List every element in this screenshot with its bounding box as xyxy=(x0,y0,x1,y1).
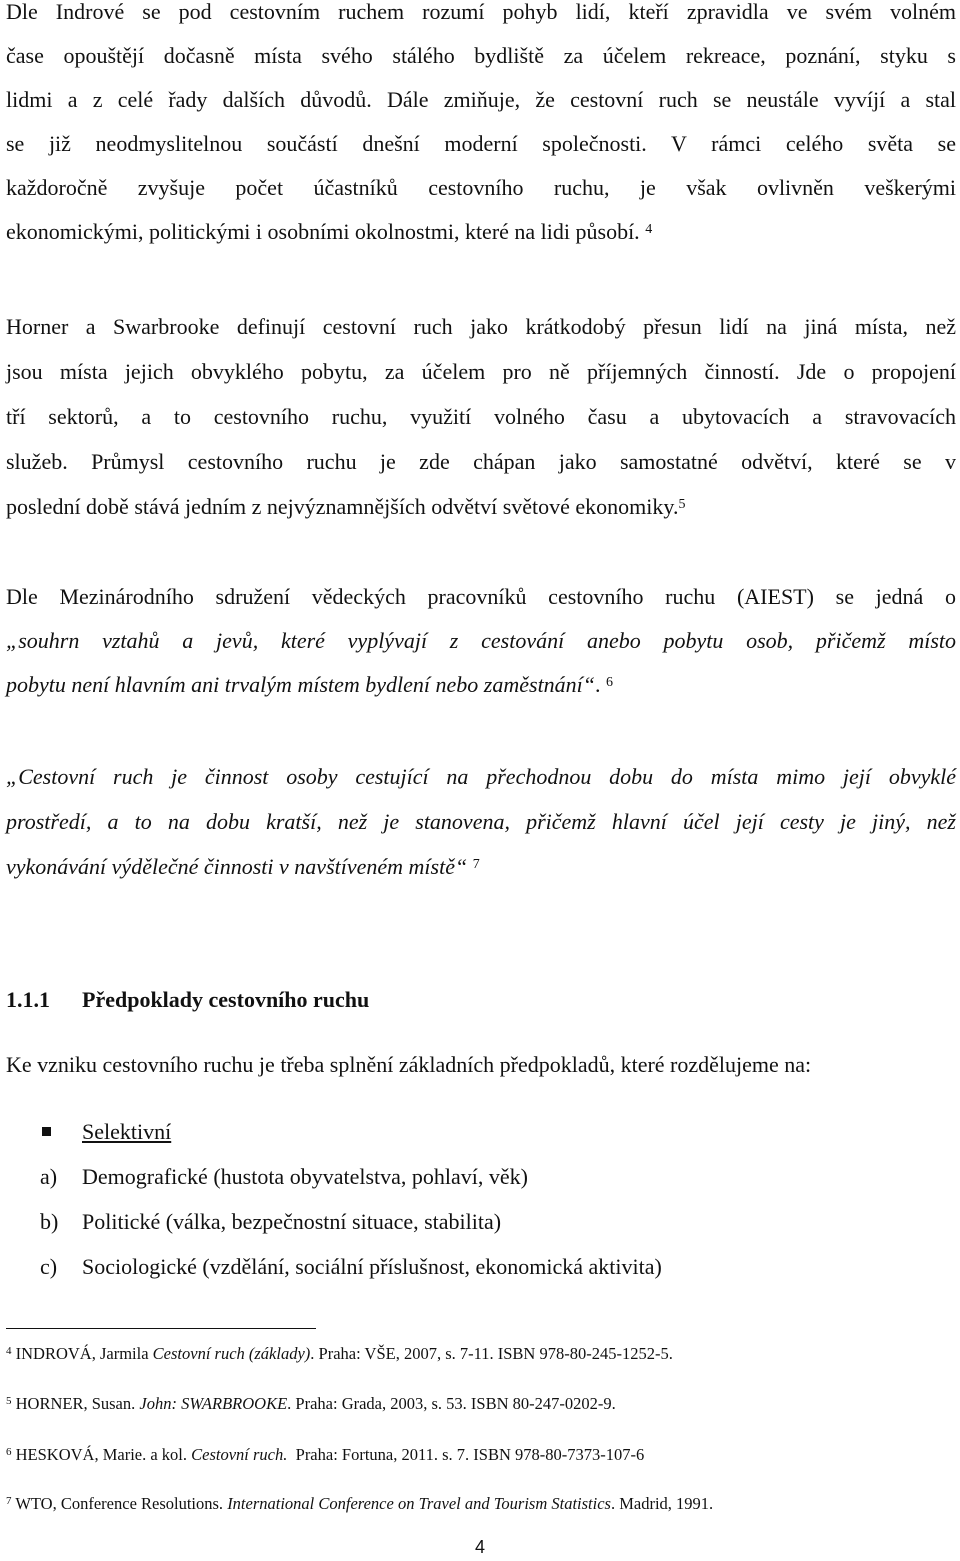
text-line: jsou místa jejich obvyklého pobytu, za účelem pro ně příjemných činností. Jde o propojení xyxy=(6,359,956,384)
footnote-ref[interactable]: 5 xyxy=(678,497,686,512)
list-item xyxy=(40,1252,662,1282)
footnote-publication: . Praha: Grada, 2003, s. 53. ISBN 80-247-0202-9. xyxy=(287,1394,616,1413)
text-line-content: poslední době stává jedním z nejvýznamnějších odvětví světové ekonomiky. xyxy=(6,494,679,519)
footnote-6 xyxy=(6,1444,644,1466)
quote-text: vykonávání výdělečné činnosti v navštíveném místě“ xyxy=(6,854,468,879)
text-line: Horner a Swarbrooke definují cestovní ruch jako krátkodobý přesun lidí na jiná místa, než xyxy=(6,314,956,339)
footnote-title: International Conference on Travel and Tourism Statistics xyxy=(227,1494,611,1513)
section-number: 1.1.1 xyxy=(6,987,50,1012)
footnote-ref[interactable]: 7 xyxy=(472,857,480,872)
footnote-author: INDROVÁ, Jarmila xyxy=(15,1344,153,1363)
intro-text: Ke vzniku cestovního ruchu je třeba splnění základních předpokladů, které rozdělujeme na: xyxy=(6,1052,812,1077)
footnote-5 xyxy=(6,1393,616,1415)
footnote-separator xyxy=(6,1328,316,1329)
list-text: Politické (válka, bezpečnostní situace, stabilita) xyxy=(82,1209,502,1234)
footnote-author: HESKOVÁ, Marie. a kol. xyxy=(15,1445,192,1464)
footnote-ref[interactable]: 4 xyxy=(645,222,653,237)
text-line xyxy=(6,762,956,792)
text-line-content: ekonomickými, politickými i osobními okolnostmi, které na lidi působí. xyxy=(6,219,640,244)
footnote-author: WTO, Conference Resolutions. xyxy=(15,1494,228,1513)
quote-text: „souhrn vztahů a jevů, které vyplývají z cestování anebo pobytu osob, přičemž místo xyxy=(6,628,956,653)
list-item-selective xyxy=(40,1117,171,1147)
punctuation: . xyxy=(595,672,601,697)
list-text: Sociologické (vzdělání, sociální příslušnost, ekonomická aktivita) xyxy=(82,1254,662,1279)
text-line: Dle Mezinárodního sdružení vědeckých pracovníků cestovního ruchu (AIEST) se jedná o xyxy=(6,584,956,609)
list-marker: a) xyxy=(40,1164,58,1189)
text-line: se již neodmyslitelnou součástí dnešní moderní společnosti. V rámci celého světa se xyxy=(6,131,956,156)
footnote-number: 4 xyxy=(6,1345,12,1357)
text-line xyxy=(6,852,956,882)
quote-text: „Cestovní ruch je činnost osoby cestující na přechodnou dobu do místa mimo její obvyklé xyxy=(6,764,956,789)
footnote-title: Cestovní ruch (základy) xyxy=(152,1344,311,1363)
list-marker: c) xyxy=(40,1254,58,1279)
text-line: služeb. Průmysl cestovního ruchu je zde chápan jako samostatné odvětví, které se v xyxy=(6,449,956,474)
text-line: lidmi a z celé řady dalších důvodů. Dále zmiňuje, že cestovní ruch se neustále vyvíjí a stal xyxy=(6,87,956,112)
footnote-author: HORNER, Susan. xyxy=(15,1394,140,1413)
text-line: čase opouštějí dočasně místa svého stálého bydliště za účelem rekreace, poznání, styku s xyxy=(6,43,956,68)
footnote-ref[interactable]: 6 xyxy=(606,675,614,690)
list-item xyxy=(40,1162,528,1192)
text-line: Dle Indrové se pod cestovním ruchem rozumí pohyb lidí, kteří zpravidla ve svém volném xyxy=(6,0,956,24)
text-line xyxy=(6,492,956,522)
text-line xyxy=(6,626,956,656)
list-text: Demografické (hustota obyvatelstva, pohlaví, věk) xyxy=(82,1164,528,1189)
footnote-title: Cestovní ruch. xyxy=(191,1445,288,1464)
list-item xyxy=(40,1207,501,1237)
text-line: tří sektorů, a to cestovního ruchu, využití volného času a ubytovacích a stravovacích xyxy=(6,404,956,429)
text-line xyxy=(6,807,956,837)
text-line xyxy=(6,217,956,247)
footnote-publication: Praha: Fortuna, 2011. s. 7. ISBN 978-80-7373-107-6 xyxy=(287,1445,645,1464)
page-number: 4 xyxy=(474,1537,485,1557)
footnote-title: John: SWARBROOKE xyxy=(139,1394,288,1413)
footnote-4 xyxy=(6,1343,673,1365)
section-title: Předpoklady cestovního ruchu xyxy=(82,987,370,1012)
footnote-number: 7 xyxy=(6,1495,12,1507)
footnote-7 xyxy=(6,1493,713,1515)
footnote-publication: . Madrid, 1991. xyxy=(610,1494,714,1513)
list-heading: Selektivní xyxy=(82,1119,172,1144)
section-heading xyxy=(6,985,369,1015)
quote-text: pobytu není hlavním ani trvalým místem bydlení nebo zaměstnání“ xyxy=(6,672,596,697)
footnote-publication: . Praha: VŠE, 2007, s. 7-11. ISBN 978-80-245-1252-5. xyxy=(310,1344,673,1363)
text-line: každoročně zvyšuje počet účastníků cestovního ruchu, je však ovlivněn veškerými xyxy=(6,175,956,200)
text-line xyxy=(6,670,956,700)
footnote-number: 6 xyxy=(6,1446,12,1458)
footnote-number: 5 xyxy=(6,1395,12,1407)
list-marker: b) xyxy=(40,1209,59,1234)
quote-text: prostředí, a to na dobu kratší, než je stanovena, přičemž hlavní účel její cesty je jiný, než xyxy=(6,809,956,834)
